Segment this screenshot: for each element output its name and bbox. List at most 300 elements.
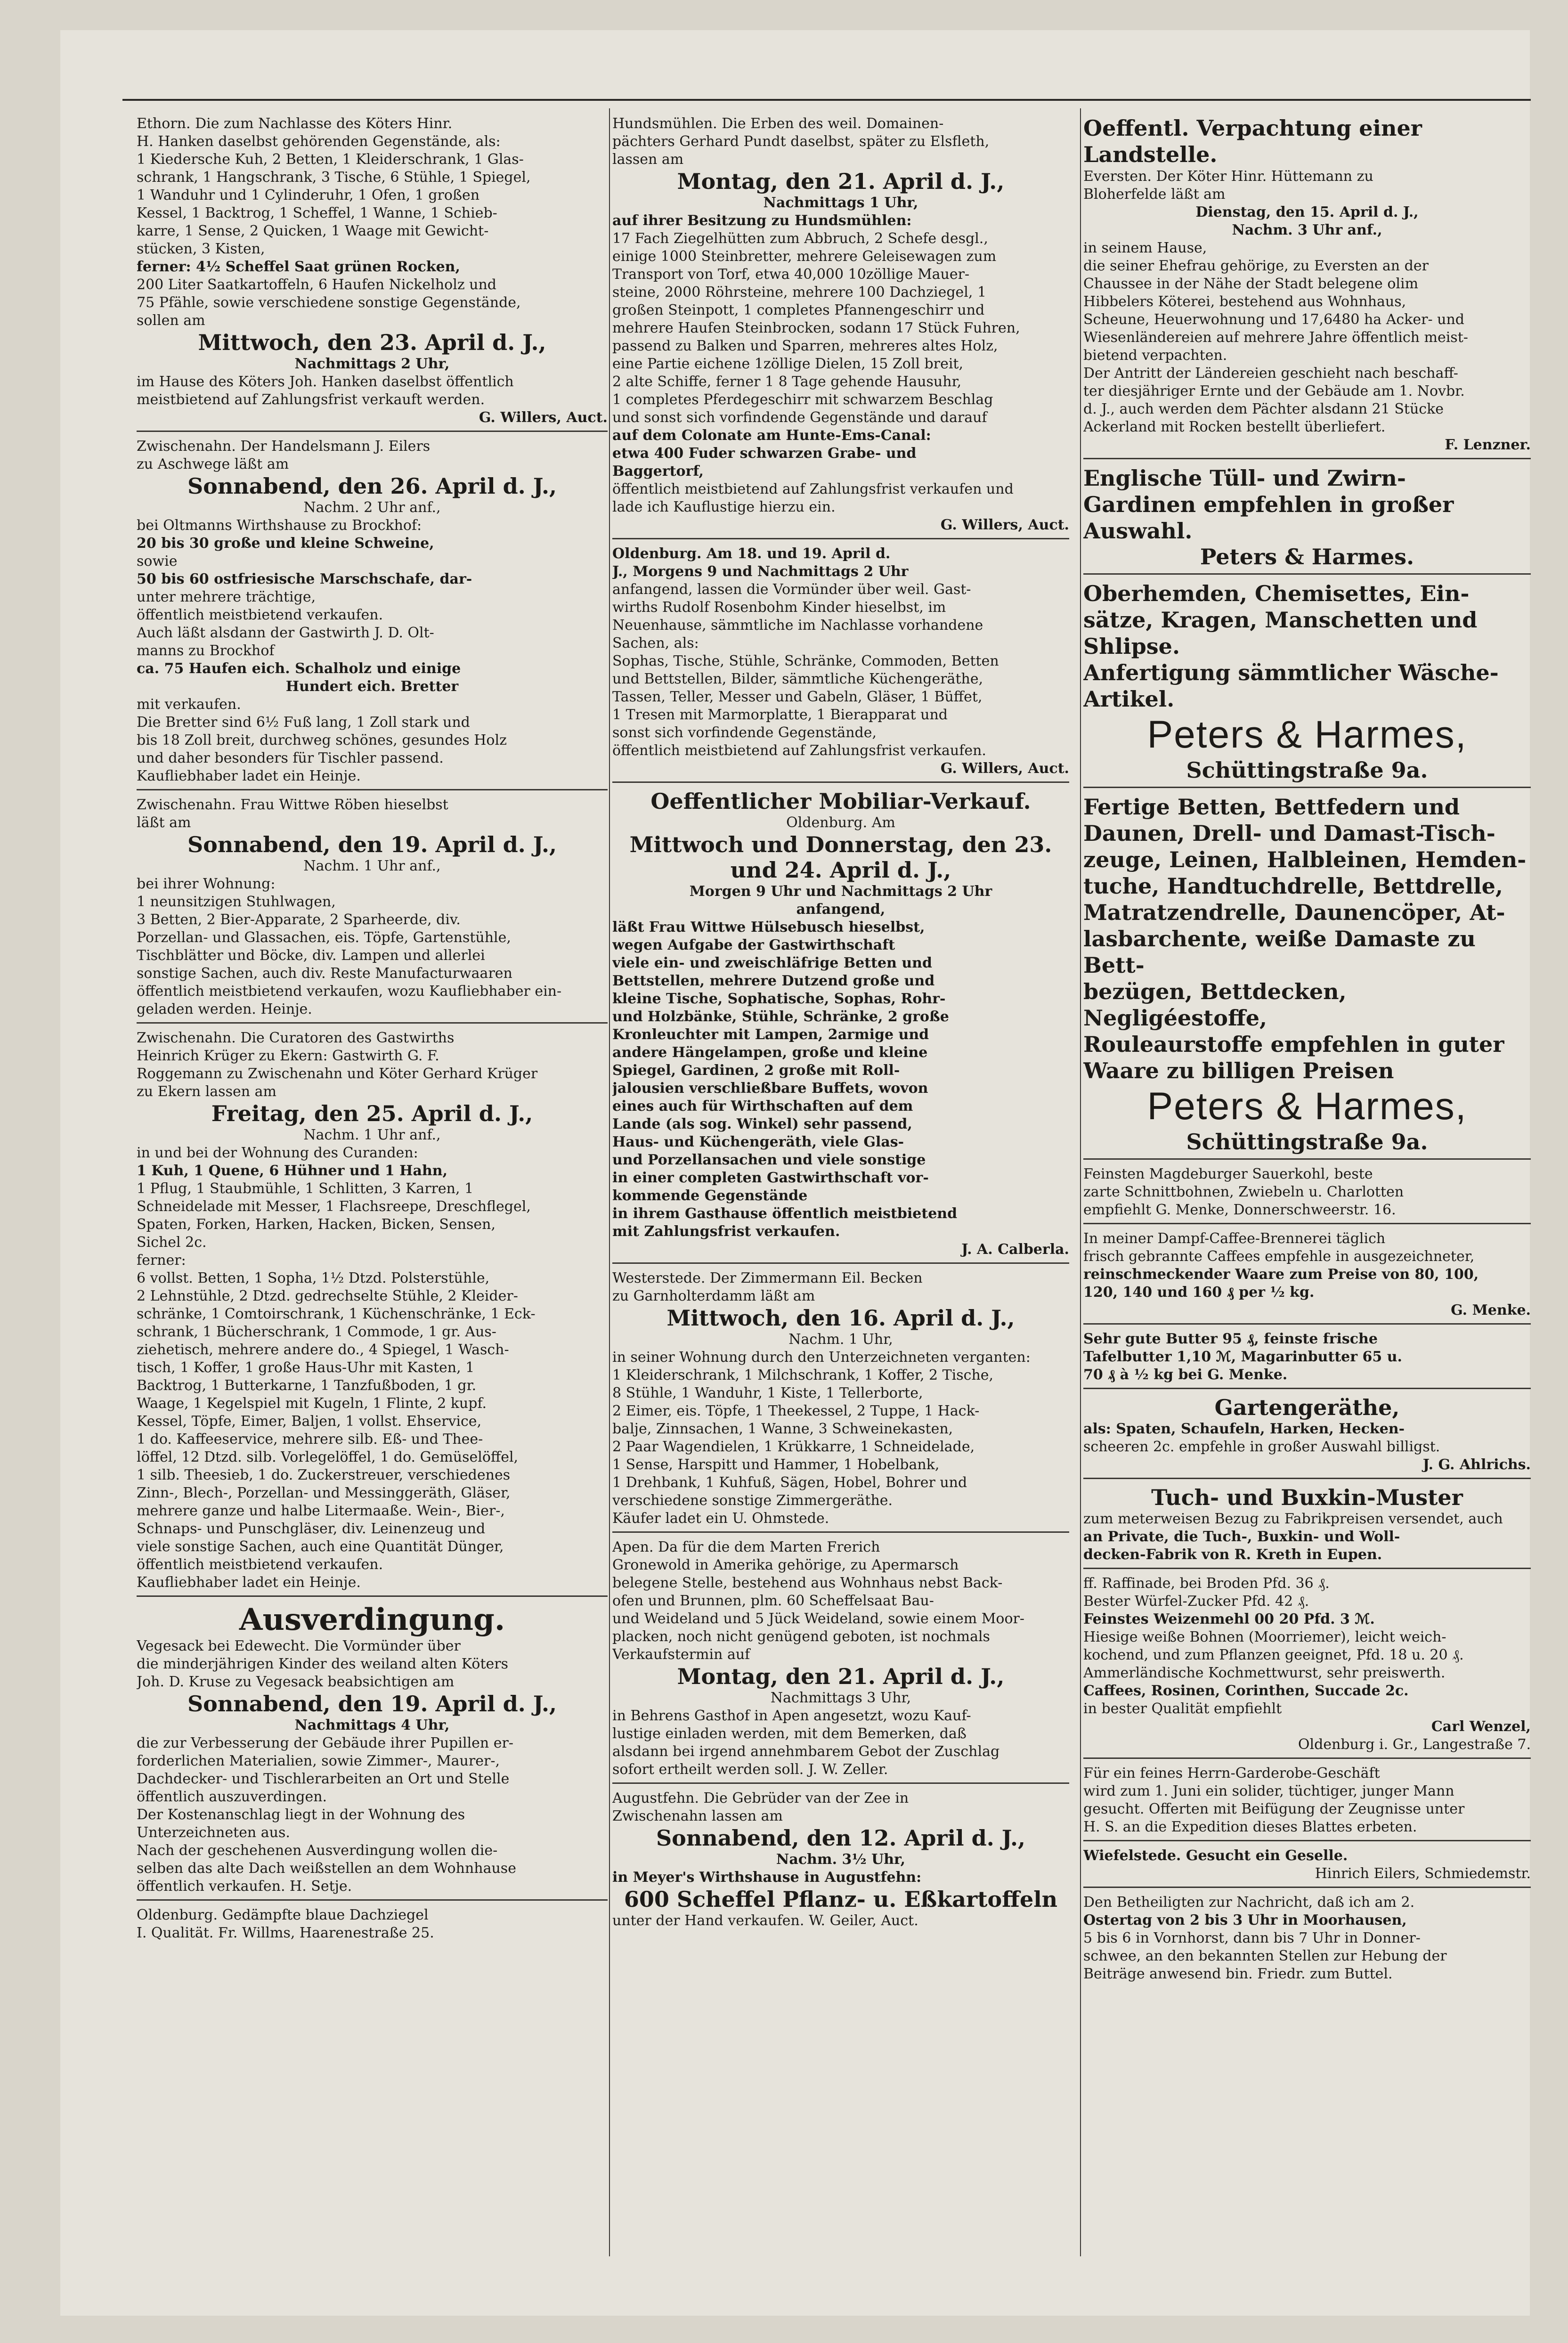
ad-text-line: belegene Stelle, bestehend aus Wohnhaus nebst Back-: [612, 1575, 1003, 1591]
ad-text-line: Kessel, 1 Backtrog, 1 Scheffel, 1 Wanne, 1 Schieb-: [137, 205, 497, 221]
ad-text-line: Peters & Harmes.: [1200, 544, 1414, 569]
ad-text-line: in seiner Wohnung durch den Unterzeichneten verganten:: [612, 1349, 1031, 1366]
ad-text-line: sofort ertheilt werden soll. J. W. Zeller.: [612, 1761, 888, 1778]
ad-text-line: lade ich Kauflustige hierzu ein.: [612, 499, 836, 515]
ad-text-line: mit Zahlungsfrist verkaufen.: [612, 1223, 840, 1240]
ad-text-line: Der Kostenanschlag liegt in der Wohnung des: [137, 1806, 465, 1823]
ad-text-line: 2 Paar Wagendielen, 1 Krükkarre, 1 Schneidelade,: [612, 1439, 975, 1455]
ad-text-line: Artikel.: [1083, 686, 1175, 712]
ad-text-line: Waage, 1 Kegelspiel mit Kugeln, 1 Flinte, 2 kupf.: [137, 1395, 487, 1412]
ad-text-line: ziehetisch, mehrere andere do., 4 Spiegel, 1 Wasch-: [137, 1342, 509, 1358]
ad-text-line: selben das alte Dach weißstellen an dem Wohnhause: [137, 1860, 516, 1877]
ad-text-line: Dachdecker- und Tischlerarbeiten an Ort und Stelle: [137, 1771, 510, 1787]
ad-text-line: öffentlich verkaufen. H. Setje.: [137, 1878, 352, 1895]
ad-text-line: viele ein- und zweischläfrige Betten und: [612, 955, 932, 971]
ad-text-line: ff. Raffinade, bei Broden Pfd. 36 ₰.: [1083, 1575, 1330, 1592]
ad-text-line: Roggemann zu Zwischenahn und Köter Gerhard Krüger: [137, 1066, 538, 1082]
ad-text-line: Heinrich Krüger zu Ekern: Gastwirth G. F.: [137, 1048, 439, 1064]
ad-text-line: zu Garnholterdamm läßt am: [612, 1288, 815, 1304]
ad-text-line: Bloherfelde läßt am: [1083, 186, 1226, 203]
ad-text-line: Carl Wenzel,: [1431, 1718, 1531, 1735]
ad-text-line: Waare zu billigen Preisen: [1083, 1058, 1394, 1083]
ad-text-line: Matratzendrelle, Daunencöper, At-: [1083, 900, 1505, 925]
ad-text-line: 1 Tresen mit Marmorplatte, 1 Bierapparat und: [612, 707, 948, 723]
ad-text-line: in seinem Hause,: [1083, 240, 1207, 256]
ad-text-line: bei ihrer Wohnung:: [137, 876, 276, 892]
ad-text-line: 1 silb. Theesieb, 1 do. Zuckerstreuer, verschiedenes: [137, 1467, 511, 1483]
ad-text-line: frisch gebrannte Caffees empfehle in ausgezeichneter,: [1083, 1248, 1475, 1265]
ad-text-line: J. A. Calberla.: [961, 1241, 1069, 1258]
ad-text-line: wird zum 1. Juni ein solider, tüchtiger, junger Mann: [1083, 1783, 1454, 1799]
ad-text-line: Rouleaurstoffe empfehlen in guter: [1083, 1032, 1504, 1057]
ad-text-line: Nachm. 1 Uhr,: [788, 1331, 893, 1348]
column-2: [612, 113, 1069, 2303]
ad-text-line: Kessel, Töpfe, Eimer, Baljen, 1 vollst. Ehservice,: [137, 1413, 482, 1430]
ad-text-line: Caffees, Rosinen, Corinthen, Succade 2c.: [1083, 1683, 1409, 1699]
ad-text-line: Tassen, Teller, Messer und Gabeln, Gläser, 1 Büffet,: [612, 689, 983, 705]
ad-text-line: kochend, und zum Pflanzen geeignet, Pfd. 18 u. 20 ₰.: [1083, 1647, 1464, 1663]
ad-text-line: decken-Fabrik von R. Kreth in Eupen.: [1083, 1546, 1382, 1563]
ad-text-line: ofen und Brunnen, plm. 60 Scheffelsaat Bau-: [612, 1593, 934, 1609]
ad-text-line: Bettstellen, mehrere Dutzend große und: [612, 973, 935, 989]
ad-text-line: Feinstes Weizenmehl 00 20 Pfd. 3 ℳ.: [1083, 1611, 1375, 1627]
column-divider: [1080, 108, 1081, 2256]
ad-text-line: bietend verpachten.: [1083, 347, 1227, 364]
ad-text-line: Hinrich Eilers, Schmiedemstr.: [1315, 1865, 1531, 1882]
advertisement: [612, 1537, 1069, 1784]
ad-text-line: Ausverdingung.: [239, 1602, 505, 1637]
ad-text-line: meistbietend auf Zahlungsfrist verkauft werden.: [137, 391, 485, 408]
ad-text-line: Für ein feines Herrn-Garderobe-Geschäft: [1083, 1765, 1380, 1782]
advertisement: [1083, 1163, 1531, 1224]
ad-text-line: eines auch für Wirthschaften auf dem: [612, 1098, 913, 1115]
ad-text-line: unter mehrere trächtige,: [137, 589, 316, 605]
ad-text-line: sätze, Kragen, Manschetten und: [1083, 607, 1478, 633]
header-rule: [122, 99, 1531, 101]
ad-text-line: ferner:: [137, 1252, 186, 1269]
ad-text-line: zeuge, Leinen, Halbleinen, Hemden-: [1083, 847, 1527, 872]
ad-text-line: als: Spaten, Schaufeln, Harken, Hecken-: [1083, 1421, 1405, 1437]
ad-text-line: Hiesige weiße Bohnen (Moorriemer), leicht weich-: [1083, 1629, 1446, 1645]
ad-text-line: Transport von Torf, etwa 40,000 10zöllige Mauer-: [612, 266, 970, 283]
ad-text-line: Nachmittags 1 Uhr,: [763, 195, 918, 211]
ad-text-line: Sonnabend, den 19. April d. J.,: [187, 1691, 557, 1717]
advertisement: [1083, 1228, 1531, 1325]
ad-text-line: öffentlich meistbietend verkaufen.: [137, 607, 383, 623]
ad-text-line: Daunen, Drell- und Damast-Tisch-: [1083, 821, 1495, 846]
ad-text-line: Auswahl.: [1083, 518, 1193, 544]
ad-text-line: G. Willers, Auct.: [479, 409, 608, 426]
ad-text-line: tisch, 1 Koffer, 1 große Haus-Uhr mit Kasten, 1: [137, 1359, 475, 1376]
ad-text-line: Käufer ladet ein U. Ohmstede.: [612, 1510, 829, 1527]
ad-text-line: sollen am: [137, 312, 205, 329]
ad-text-line: schrank, 1 Hangschrank, 3 Tische, 6 Stühle, 1 Spiegel,: [137, 169, 531, 186]
advertisement: [612, 1268, 1069, 1533]
ad-text-line: verschiedene sonstige Zimmergeräthe.: [612, 1492, 893, 1509]
ad-text-line: Oldenburg. Am: [786, 814, 895, 831]
ad-text-line: forderlichen Materialien, sowie Zimmer-, Maurer-,: [137, 1753, 500, 1769]
ad-text-line: Ethorn. Die zum Nachlasse des Köters Hinr.: [137, 115, 453, 132]
ad-text-line: Englische Tüll- und Zwirn-: [1083, 465, 1406, 491]
ad-text-line: Vegesack bei Edewecht. Die Vormünder über: [137, 1638, 461, 1654]
ad-text-line: Verkaufstermin auf: [612, 1646, 750, 1663]
advertisement: [137, 794, 608, 1024]
ad-text-line: viele sonstige Sachen, auch eine Quantität Dünger,: [137, 1538, 504, 1555]
ad-text-line: d. J., auch werden dem Pächter alsdann 21 Stücke: [1083, 401, 1444, 417]
ad-text-line: Chaussee in der Nähe der Stadt belegene olim: [1083, 276, 1419, 292]
ad-text-line: in bester Qualität empfiehlt: [1083, 1700, 1282, 1717]
ad-text-line: Gardinen empfehlen in großer: [1083, 492, 1454, 517]
column-3: [1083, 113, 1531, 2303]
ad-text-line: Oeffentl. Verpachtung einer Landstelle.: [1083, 115, 1422, 167]
ad-text-line: Hundert eich. Bretter: [285, 678, 459, 695]
ad-text-line: schrank, 1 Bücherschrank, 1 Commode, 1 gr. Aus-: [137, 1324, 496, 1340]
ad-text-line: zu Aschwege läßt am: [137, 456, 289, 472]
ad-text-line: H. S. an die Expedition dieses Blattes erbeten.: [1083, 1819, 1417, 1835]
ad-text-line: Porzellan- und Glassachen, eis. Töpfe, Gartenstühle,: [137, 929, 511, 946]
ad-text-line: Nachm. 1 Uhr anf.,: [303, 858, 441, 874]
column-divider: [609, 108, 610, 2256]
ad-text-line: Backtrog, 1 Butterkarne, 1 Tanzfußboden, 1 gr.: [137, 1377, 477, 1394]
advertisement: [137, 113, 608, 432]
ad-text-line: J., Morgens 9 und Nachmittags 2 Uhr: [612, 563, 909, 580]
ad-text-line: 75 Pfähle, sowie verschiedene sonstige Gegenstände,: [137, 294, 521, 311]
ad-text-line: andere Hängelampen, große und kleine: [612, 1044, 928, 1061]
advertisement: [1083, 578, 1531, 788]
ad-text-line: 200 Liter Saatkartoffeln, 6 Haufen Nickelholz und: [137, 277, 497, 293]
ad-text-line: zu Ekern lassen am: [137, 1083, 276, 1100]
ad-text-line: großen Steinpott, 1 completes Pfannengeschirr und: [612, 302, 985, 318]
ad-text-line: Sonnabend, den 26. April d. J.,: [187, 473, 557, 499]
ad-text-line: Hundsmühlen. Die Erben des weil. Domainen-: [612, 115, 944, 132]
ad-text-line: Schneidelade mit Messer, 1 Flachsreepe, Dreschflegel,: [137, 1198, 531, 1215]
ad-text-line: Sehr gute Butter 95 ₰, feinste frische: [1083, 1331, 1378, 1347]
ad-text-line: schränke, 1 Comtoirschrank, 1 Küchenschränke, 1 Eck-: [137, 1306, 536, 1322]
ad-text-line: geladen werden. Heinje.: [137, 1001, 312, 1017]
ad-text-line: die zur Verbesserung der Gebäude ihrer Pupillen er-: [137, 1735, 514, 1751]
column-1: [137, 113, 608, 2303]
ad-text-line: Oeffentlicher Mobiliar-Verkauf.: [650, 789, 1031, 814]
advertisement: [137, 1601, 608, 1901]
ad-text-line: 3 Betten, 2 Bier-Apparate, 2 Sparheerde, div.: [137, 911, 461, 928]
ad-text-line: 17 Fach Ziegelhütten zum Abbruch, 2 Schefe desgl.,: [612, 230, 988, 247]
ad-text-line: Peters & Harmes,: [1147, 713, 1467, 756]
ad-text-line: Unterzeichneten aus.: [137, 1824, 290, 1841]
ad-text-line: öffentlich auszuverdingen.: [137, 1789, 327, 1805]
ad-text-line: ca. 75 Haufen eich. Schalholz und einige: [137, 660, 461, 677]
ad-text-line: Dienstag, den 15. April d. J.,: [1195, 204, 1419, 220]
ad-text-line: 1 Kuh, 1 Quene, 6 Hühner und 1 Hahn,: [137, 1163, 448, 1179]
ad-text-line: Sonnabend, den 19. April d. J.,: [187, 832, 557, 857]
advertisement: [1083, 1483, 1531, 1569]
ad-text-line: Wiefelstede. Gesucht ein Geselle.: [1083, 1847, 1348, 1864]
ad-text-line: 2 Eimer, eis. Töpfe, 1 Theekessel, 2 Tuppe, 1 Hack-: [612, 1403, 980, 1419]
ad-text-line: Die Bretter sind 6½ Fuß lang, 1 Zoll stark und: [137, 714, 470, 731]
ad-text-line: bei Oltmanns Wirthshause zu Brockhof:: [137, 517, 422, 534]
ad-text-line: 1 neunsitzigen Stuhlwagen,: [137, 894, 336, 910]
ad-text-line: zarte Schnittbohnen, Zwiebeln u. Charlotten: [1083, 1184, 1404, 1200]
ad-text-line: unter der Hand verkaufen. W. Geiler, Auct.: [612, 1912, 918, 1929]
ad-text-line: und Weideland und 5 Jück Weideland, sowie einem Moor-: [612, 1611, 1025, 1627]
ad-text-line: Augustfehn. Die Gebrüder van der Zee in: [612, 1790, 909, 1806]
ad-text-line: 600 Scheffel Pflanz- u. Eßkartoffeln: [624, 1887, 1058, 1912]
ad-text-line: und sonst sich vorfindende Gegenstände und darauf: [612, 409, 987, 426]
advertisement: [612, 543, 1069, 783]
ad-text-line: 6 vollst. Betten, 1 Sopha, 1½ Dtzd. Polsterstühle,: [137, 1270, 490, 1286]
ad-text-line: 20 bis 30 große und kleine Schweine,: [137, 535, 434, 552]
ad-text-line: Fertige Betten, Bettfedern und: [1083, 794, 1460, 820]
ad-text-line: und Holzbänke, Stühle, Schränke, 2 große: [612, 1009, 949, 1025]
ad-text-line: und Porzellansachen und viele sonstige: [612, 1152, 926, 1168]
ad-text-line: die minderjährigen Kinder des weiland alten Köters: [137, 1656, 508, 1672]
ad-text-line: und 24. April d. J.,: [730, 857, 951, 883]
ad-text-line: 1 Drehbank, 1 Kuhfuß, Sägen, Hobel, Bohrer und: [612, 1474, 967, 1491]
ad-text-line: 1 Wanduhr und 1 Cylinderuhr, 1 Ofen, 1 großen: [137, 187, 480, 203]
advertisement: [612, 787, 1069, 1264]
ad-text-line: reinschmeckender Waare zum Preise von 80, 100,: [1083, 1266, 1479, 1283]
ad-text-line: G. Willers, Auct.: [940, 517, 1069, 533]
ad-text-line: Mittwoch, den 23. April d. J.,: [198, 330, 546, 355]
ad-text-line: Ammerländische Kochmettwurst, sehr preiswerth.: [1083, 1665, 1446, 1681]
ad-text-line: kleine Tische, Sophatische, Sophas, Rohr-: [612, 991, 946, 1007]
ad-text-line: Joh. D. Kruse zu Vegesack beabsichtigen am: [137, 1674, 455, 1690]
ad-text-line: ter diesjähriger Ernte und der Gebäude am 1. Novbr.: [1083, 383, 1465, 399]
ad-text-line: Eversten. Der Köter Hinr. Hüttemann zu: [1083, 168, 1373, 185]
ad-text-line: Zinn-, Blech-, Porzellan- und Messinggeräth, Gläser,: [137, 1485, 511, 1501]
ad-text-line: Baggertorf,: [612, 463, 704, 480]
ad-text-line: Nachm. 2 Uhr anf.,: [303, 499, 441, 516]
ad-text-line: 1 Pflug, 1 Staubmühle, 1 Schlitten, 3 Karren, 1: [137, 1180, 474, 1197]
ad-text-line: in einer completen Gastwirthschaft vor-: [612, 1170, 929, 1186]
ad-text-line: Nach der geschehenen Ausverdingung wollen die-: [137, 1842, 498, 1859]
ad-text-line: Lande (als sog. Winkel) sehr passend,: [612, 1116, 912, 1132]
ad-text-line: 50 bis 60 ostfriesische Marschschafe, dar-: [137, 571, 472, 587]
ad-text-line: Sichel 2c.: [137, 1234, 207, 1251]
ad-text-line: Nachmittags 3 Uhr,: [770, 1690, 911, 1706]
ad-text-line: lassen am: [612, 151, 684, 168]
ad-text-line: gesucht. Offerten mit Beifügung der Zeugnisse unter: [1083, 1801, 1465, 1817]
ad-text-line: In meiner Dampf-Caffee-Brennerei täglich: [1083, 1230, 1386, 1247]
ad-text-line: Nachm. 3½ Uhr,: [776, 1851, 906, 1868]
ad-text-line: Tuch- und Buxkin-Muster: [1151, 1485, 1463, 1510]
advertisement: [137, 436, 608, 790]
ad-text-line: 1 completes Pferdegeschirr mit schwarzem Beschlag: [612, 391, 993, 408]
ad-text-line: Oldenburg. Gedämpfte blaue Dachziegel: [137, 1907, 429, 1923]
ad-text-line: Mittwoch, den 16. April d. J.,: [666, 1305, 1015, 1331]
ad-text-line: Beiträge anwesend bin. Friedr. zum Buttel.: [1083, 1966, 1393, 1982]
ad-text-line: passend zu Balken und Sparren, mehreres altes Holz,: [612, 338, 998, 354]
advertisement: [1083, 1845, 1531, 1888]
advertisement: [137, 1027, 608, 1597]
ad-text-line: läßt am: [137, 814, 191, 831]
ad-text-line: Gartengeräthe,: [1214, 1395, 1400, 1420]
ad-text-line: Sophas, Tische, Stühle, Schränke, Commoden, Betten: [612, 653, 999, 669]
ad-text-line: 8 Stühle, 1 Wanduhr, 1 Kiste, 1 Tellerborte,: [612, 1385, 923, 1401]
ad-text-line: stücken, 3 Kisten,: [137, 241, 265, 257]
ad-text-line: und daher besonders für Tischler passend.: [137, 750, 444, 766]
ad-text-line: Oldenburg. Am 18. und 19. April d.: [612, 545, 891, 562]
advertisement: [1083, 1763, 1531, 1841]
ad-text-line: Westerstede. Der Zimmermann Eil. Becken: [612, 1270, 923, 1286]
ad-text-line: Spaten, Forken, Harken, Hacken, Bicken, Sensen,: [137, 1216, 496, 1233]
ad-text-line: Haus- und Küchengeräth, viele Glas-: [612, 1134, 904, 1150]
ad-text-line: öffentlich meistbietend auf Zahlungsfrist verkaufen.: [612, 742, 986, 759]
ad-text-line: empfiehlt G. Menke, Donnerschweerstr. 16.: [1083, 1202, 1396, 1218]
ad-text-line: G. Menke.: [1451, 1302, 1531, 1318]
ad-text-line: etwa 400 Fuder schwarzen Grabe- und: [612, 445, 917, 462]
ad-text-line: G. Willers, Auct.: [940, 760, 1069, 777]
ad-text-line: in Behrens Gasthof in Apen angesetzt, wozu Kauf-: [612, 1708, 971, 1724]
ad-text-line: Nachmittags 2 Uhr,: [294, 356, 450, 372]
advertisement: [1083, 113, 1531, 459]
ad-text-line: läßt Frau Wittwe Hülsebusch hieselbst,: [612, 919, 925, 936]
ad-text-line: Sachen, als:: [612, 635, 699, 651]
ad-text-line: Montag, den 21. April d. J.,: [677, 1664, 1005, 1689]
ad-text-line: mit verkaufen.: [137, 696, 241, 713]
ad-text-line: Schnaps- und Punschgläser, div. Leinenzeug und: [137, 1521, 486, 1537]
ad-text-line: Schüttingstraße 9a.: [1186, 1129, 1428, 1155]
advertisement: [1083, 463, 1531, 575]
advertisement: [1083, 1328, 1531, 1389]
ad-text-line: Morgen 9 Uhr und Nachmittags 2 Uhr: [689, 883, 992, 900]
ad-text-line: Kaufliebhaber ladet ein Heinje.: [137, 1574, 361, 1591]
ad-text-line: F. Lenzner.: [1445, 437, 1531, 453]
ad-text-line: Kronleuchter mit Lampen, 2armige und: [612, 1026, 929, 1043]
ad-text-line: 1 Kleiderschrank, 1 Milchschrank, 1 Koffer, 2 Tische,: [612, 1367, 994, 1383]
ad-text-line: Bester Würfel-Zucker Pfd. 42 ₰.: [1083, 1593, 1309, 1610]
ad-text-line: Montag, den 21. April d. J.,: [677, 169, 1005, 194]
ad-text-line: auf dem Colonate am Hunte-Ems-Canal:: [612, 427, 931, 444]
ad-text-line: wegen Aufgabe der Gastwirthschaft: [612, 937, 895, 953]
ad-text-line: zum meterweisen Bezug zu Fabrikpreisen versendet, auch: [1083, 1511, 1503, 1527]
ad-text-line: H. Hanken daselbst gehörenden Gegenstände, als:: [137, 133, 501, 150]
ad-text-line: an Private, die Tuch-, Buxkin- und Woll-: [1083, 1529, 1400, 1545]
ad-text-line: Hibbelers Köterei, bestehend aus Wohnhaus,: [1083, 293, 1406, 310]
advertisement: [1083, 792, 1531, 1160]
advertisement: [612, 1788, 1069, 1934]
ad-text-line: Kaufliebhaber ladet ein Heinje.: [137, 768, 361, 784]
advertisement: [1083, 1393, 1531, 1479]
ad-text-line: Oldenburg i. Gr., Langestraße 7.: [1298, 1736, 1531, 1753]
ad-text-line: Oberhemden, Chemisettes, Ein-: [1083, 581, 1470, 606]
ad-text-line: 5 bis 6 in Vornhorst, dann bis 7 Uhr in Donner-: [1083, 1930, 1421, 1946]
advertisement: [1083, 1892, 1531, 1987]
ad-text-line: anfangend,: [796, 901, 886, 918]
ad-text-line: placken, noch nicht genügend geboten, ist nochmals: [612, 1628, 990, 1645]
ad-text-line: öffentlich meistbietend verkaufen, wozu Kaufliebhaber ein-: [137, 983, 562, 1000]
ad-text-line: Scheune, Heuerwohnung und 17,6480 ha Acker- und: [1083, 311, 1464, 328]
ad-text-line: Nachm. 1 Uhr anf.,: [303, 1127, 441, 1143]
ad-text-line: im Hause des Köters Joh. Hanken daselbst öffentlich: [137, 374, 514, 390]
ad-text-line: in Meyer's Wirthshause in Augustfehn:: [612, 1869, 922, 1886]
ad-text-line: Spiegel, Gardinen, 2 große mit Roll-: [612, 1062, 900, 1079]
ad-text-line: 1 Kiedersche Kuh, 2 Betten, 1 Kleiderschrank, 1 Glas-: [137, 151, 524, 168]
ad-text-line: wirths Rudolf Rosenbohm Kinder hieselbst, im: [612, 599, 946, 616]
ad-text-line: mehrere Haufen Steinbrocken, sodann 17 Stück Fuhren,: [612, 320, 1020, 336]
ad-text-line: in und bei der Wohnung des Curanden:: [137, 1145, 418, 1161]
ad-text-line: 70 ₰ à ½ kg bei G. Menke.: [1083, 1367, 1288, 1383]
ad-text-line: in ihrem Gasthause öffentlich meistbietend: [612, 1205, 958, 1222]
ad-text-line: Peters & Harmes,: [1147, 1085, 1467, 1128]
ad-text-line: steine, 2000 Röhrsteine, mehrere 100 Dachziegel, 1: [612, 284, 987, 301]
ad-text-line: Neuenhause, sämmtliche im Nachlasse vorhandene: [612, 617, 983, 634]
ad-text-line: jalousien verschließbare Buffets, wovon: [612, 1080, 928, 1097]
ad-text-line: alsdann bei irgend annehmbarem Gebot der Zuschlag: [612, 1743, 1000, 1760]
ad-text-line: und Bettstellen, Bilder, sämmtliche Küchengeräthe,: [612, 671, 983, 687]
ad-text-line: Zwischenahn. Frau Wittwe Röben hieselbst: [137, 797, 448, 813]
ad-text-line: löffel, 12 Dtzd. silb. Vorlegelöffel, 1 do. Gemüselöffel,: [137, 1449, 519, 1465]
ad-text-line: Shlipse.: [1083, 634, 1180, 659]
ad-text-line: Der Antritt der Ländereien geschieht nach beschaff-: [1083, 365, 1458, 382]
ad-text-line: Freitag, den 25. April d. J.,: [211, 1101, 533, 1126]
ad-text-line: pächters Gerhard Pundt daselbst, später zu Elsfleth,: [612, 133, 990, 150]
ad-text-line: 120, 140 und 160 ₰ per ½ kg.: [1083, 1284, 1315, 1301]
ad-text-line: ferner: 4½ Scheffel Saat grünen Rocken,: [137, 259, 460, 275]
ad-text-line: karre, 1 Sense, 2 Quicken, 1 Waage mit Gewicht-: [137, 223, 489, 239]
ad-text-line: Mittwoch und Donnerstag, den 23.: [629, 832, 1052, 857]
ad-text-line: mehrere ganze und halbe Litermaaße. Wein-, Bier-,: [137, 1503, 505, 1519]
ad-text-line: lasbarchente, weiße Damaste zu Bett-: [1083, 926, 1476, 978]
advertisement: [1083, 1573, 1531, 1759]
ad-text-line: sonst sich vorfindende Gegenstände,: [612, 724, 877, 741]
ad-text-line: balje, Zinnsachen, 1 Wanne, 3 Schweinekasten,: [612, 1421, 953, 1437]
ad-text-line: Zwischenahn. Die Curatoren des Gastwirths: [137, 1030, 455, 1046]
advertisement: [137, 1904, 608, 1946]
ad-text-line: anfangend, lassen die Vormünder über weil. Gast-: [612, 581, 971, 598]
ad-text-line: schwee, an den bekannten Stellen zur Hebung der: [1083, 1948, 1447, 1964]
ad-text-line: eine Partie eichene 1zöllige Dielen, 15 Zoll breit,: [612, 356, 964, 372]
ad-text-line: lustige einladen werden, mit dem Bemerken, daß: [612, 1725, 967, 1742]
ad-text-line: Schüttingstraße 9a.: [1186, 757, 1428, 783]
ad-text-line: Tafelbutter 1,10 ℳ, Magarinbutter 65 u.: [1083, 1349, 1402, 1365]
ad-text-line: Nachm. 3 Uhr anf.,: [1232, 222, 1382, 238]
ad-text-line: sonstige Sachen, auch div. Reste Manufacturwaaren: [137, 965, 512, 982]
ad-text-line: einige 1000 Steinbretter, mehrere Geleisewagen zum: [612, 248, 997, 265]
ad-text-line: 1 Sense, Harspitt und Hammer, 1 Hobelbank,: [612, 1456, 940, 1473]
ad-text-line: Gronewold in Amerika gehörige, zu Apermarsch: [612, 1557, 959, 1573]
ad-text-line: scheeren 2c. empfehle in großer Auswahl billigst.: [1083, 1439, 1440, 1455]
ad-text-line: auf ihrer Besitzung zu Hundsmühlen:: [612, 212, 912, 229]
ad-text-line: 2 alte Schiffe, ferner 1 8 Tage gehende Hausuhr,: [612, 374, 962, 390]
ad-text-line: 1 do. Kaffeeservice, mehrere silb. Eß- und Thee-: [137, 1431, 483, 1448]
ad-text-line: Feinsten Magdeburger Sauerkohl, beste: [1083, 1166, 1373, 1182]
ad-text-line: Auch läßt alsdann der Gastwirth J. D. Olt-: [137, 625, 434, 641]
ad-text-line: Ostertag von 2 bis 3 Uhr in Moorhausen,: [1083, 1912, 1407, 1928]
ad-text-line: Anfertigung sämmtlicher Wäsche-: [1083, 660, 1499, 685]
ad-text-line: Tischblätter und Böcke, div. Lampen und allerlei: [137, 947, 485, 964]
ad-text-line: Sonnabend, den 12. April d. J.,: [656, 1825, 1026, 1851]
ad-text-line: sowie: [137, 553, 178, 569]
advertisement: [612, 113, 1069, 539]
ad-text-line: Zwischenahn lassen am: [612, 1808, 783, 1824]
ad-text-line: manns zu Brockhof: [137, 643, 275, 659]
ad-text-line: kommende Gegenstände: [612, 1188, 808, 1204]
ad-text-line: Nachmittags 4 Uhr,: [294, 1717, 450, 1733]
ad-text-line: tuche, Handtuchdrelle, Bettdrelle,: [1083, 873, 1503, 899]
ad-text-line: bis 18 Zoll breit, durchweg schönes, gesundes Holz: [137, 732, 507, 748]
ad-text-line: Apen. Da für die dem Marten Frerich: [612, 1539, 880, 1555]
ad-text-line: 2 Lehnstühle, 2 Dtzd. gedrechselte Stühle, 2 Kleider-: [137, 1288, 518, 1304]
ad-text-line: bezügen, Bettdecken, Negligéestoffe,: [1083, 979, 1347, 1031]
ad-text-line: die seiner Ehefrau gehörige, zu Eversten an der: [1083, 258, 1429, 274]
ad-text-line: öffentlich meistbietend verkaufen.: [137, 1556, 383, 1573]
ad-text-line: Ackerland mit Rocken bestellt überliefert.: [1083, 419, 1386, 435]
ad-text-line: öffentlich meistbietend auf Zahlungsfrist verkaufen und: [612, 481, 1014, 497]
ad-text-line: Den Betheiligten zur Nachricht, daß ich am 2.: [1083, 1894, 1415, 1911]
ad-text-line: Wiesenländereien auf mehrere Jahre öffentlich meist-: [1083, 329, 1468, 346]
ad-text-line: I. Qualität. Fr. Willms, Haarenestraße 25.: [137, 1925, 434, 1941]
ad-text-line: Zwischenahn. Der Handelsmann J. Eilers: [137, 438, 431, 455]
